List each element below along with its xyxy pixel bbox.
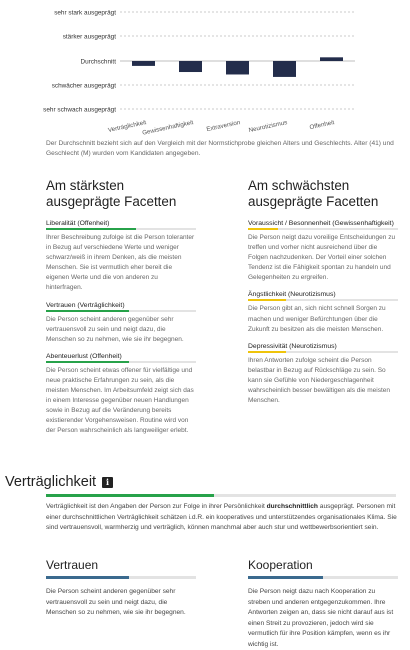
facet-description: Ihren Antworten zufolge scheint die Person belastbar in Bezug auf Rückschläge zu sein. So kann sie Gefühle von Niedergeschlagenheit wahrscheinlich besser bewältigen als die meisten Menschen. (248, 356, 390, 405)
facet-name: Liberalität (Offenheit) (46, 220, 110, 227)
x-axis-category-label: Extraversion (205, 119, 241, 134)
x-axis-category-label: Gewissenhaftigkeit (141, 119, 194, 137)
facet-item (248, 219, 398, 283)
facet-description: Die Person neigt dazu voreilige Entscheidungen zu treffen und vorher nicht ausreichend über die Folgen nachzudenken. Der Vorteil einer solchen Tendenz ist die Fähigkeit spontan zu handeln und Gelegenheiten zu ergreifen. (248, 234, 396, 282)
card-description: Die Person neigt dazu nach Kooperation zu streben und anderen entgegenzukommen. Ihre Antworten zeigen an, dass sie nicht darauf aus ist einen Streit zu provozieren, jedoch wird sie vermutlich für ihre Position kämpfen, wenn es ihr wichtig ist. (248, 588, 394, 648)
facet-name: Abenteuerlust (Offenheit) (46, 352, 122, 360)
facet-item (248, 342, 398, 406)
facet-item (46, 352, 196, 437)
x-axis-category-label: Offenheit (309, 119, 335, 132)
weakest-facets (248, 178, 398, 413)
facet-card-vertrauen (46, 558, 196, 619)
bar (132, 61, 155, 66)
facet-level-fill (46, 310, 129, 312)
card-title: Vertrauen (46, 558, 99, 572)
facet-level-bar (46, 361, 196, 363)
y-axis-level-label: Durchschnitt (80, 58, 116, 66)
section-title-text: Verträglichkeit (5, 474, 97, 490)
facet-description: Die Person scheint anderen gegenüber sehr vertrauensvoll zu sein und neigt dazu, die Menschen so zu nehmen, wie sie ihr begegnen. (46, 315, 184, 343)
section-level-bar (46, 494, 396, 497)
weakest-facets-title: Am schwächsten ausgeprägte Facetten (248, 178, 379, 209)
x-axis-category-label: Verträglichkeit (107, 119, 147, 135)
y-axis-level-label: sehr stark ausgeprägt (54, 9, 116, 17)
section-description (46, 502, 398, 534)
facet-card-kooperation (248, 558, 398, 650)
facet-level-fill (248, 299, 286, 301)
facet-name: Vertrauen (Verträglichkeit) (46, 301, 125, 309)
info-icon[interactable]: i (102, 477, 113, 488)
section-text-bold: durchschnittlich (266, 503, 318, 510)
facet-name: Ängstlichkeit (Neurotizismus) (248, 291, 336, 299)
facet-level-fill (46, 361, 129, 363)
facet-level-fill (248, 228, 278, 230)
facet-name: Depressivität (Neurotizismus) (248, 342, 337, 350)
card-level-bar (46, 576, 196, 579)
section-title (5, 474, 113, 490)
facet-description: Die Person scheint etwas offener für vielfältige und neue praktische Erfahrungen zu sein, als die meisten Menschen. Im Arbeitsumfeld zeigt sich das in einem Interesse gegenüber neuen Handlungen sowie in Bezug auf die Veränderung bereits existierender Vorgehensweisen. Routine wird von der Person wahrscheinlich als langweiliger erlebt. (46, 366, 194, 435)
personality-bar-chart (0, 0, 410, 140)
card-description: Die Person scheint anderen gegenüber sehr vertrauensvoll zu sein und neigt dazu, die Menschen so zu nehmen, wie sie ihr begegnen. (46, 588, 186, 617)
facet-level-bar (46, 228, 196, 230)
facet-item (46, 219, 196, 294)
facet-level-bar (248, 228, 398, 230)
card-level-fill (46, 576, 129, 579)
card-level-fill (248, 576, 323, 579)
bar (273, 61, 296, 77)
y-axis-level-label: sehr schwach ausgeprägt (43, 106, 116, 114)
section-text-pre: Verträglichkeit ist den Angaben der Person zur Folge in ihrer Persönlichkeit (46, 503, 267, 510)
facet-item (46, 301, 196, 345)
facet-level-fill (248, 351, 286, 353)
card-level-bar (248, 576, 398, 579)
facet-description: Die Person gibt an, sich nicht schnell Sorgen zu machen und weniger Befürchtungen über die Zukunft zu besitzen als die meisten Menschen. (248, 305, 386, 333)
facet-level-bar (248, 351, 398, 353)
facet-level-bar (248, 299, 398, 301)
bar (226, 61, 249, 74)
bar (179, 61, 202, 72)
facet-level-bar (46, 310, 196, 312)
y-axis-level-label: schwächer ausgeprägt (51, 82, 116, 90)
card-title: Kooperation (248, 558, 313, 572)
facet-name: Voraussicht / Besonnenheit (Gewissenhaftigkeit) (248, 220, 394, 227)
y-axis-level-label: stärker ausgeprägt (62, 33, 116, 41)
strongest-facets (46, 178, 196, 444)
chart-note: Der Durchschnitt bezieht sich auf den Vergleich mit der Normstichprobe gleichen Alters und Geschlechts. Alter (41) und Geschlecht (M) wurden vom Kandidaten angegeben. (46, 140, 394, 157)
facet-level-fill (46, 228, 136, 230)
section-level-fill (46, 494, 214, 497)
bar (320, 57, 343, 61)
facet-description: Ihrer Beschreibung zufolge ist die Person toleranter in Bezug auf verschiedene Werte und weniger schwarz/weiß in ihrem Denken, als die meisten Menschen. Sie ist vermutlich eher bereit die eigenen Werte und die von anderen zu hinterfragen. (46, 234, 195, 292)
facet-item (248, 290, 398, 334)
x-axis-category-label: Neurotizismus (248, 119, 288, 135)
strongest-facets-title: Am stärksten ausgeprägte Facetten (46, 178, 177, 209)
section-text-post: ausgeprägt. Personen mit einer durchschnittlichen Verträglichkeit schätzen i.d.R. ein kooperatives und unterstützendes organisationales Klima. Sie sind vertrauensvoll, warmherzig und verträglich, können manchmal aber auch stur und wettbewerbsorientiert sein. (46, 503, 397, 532)
